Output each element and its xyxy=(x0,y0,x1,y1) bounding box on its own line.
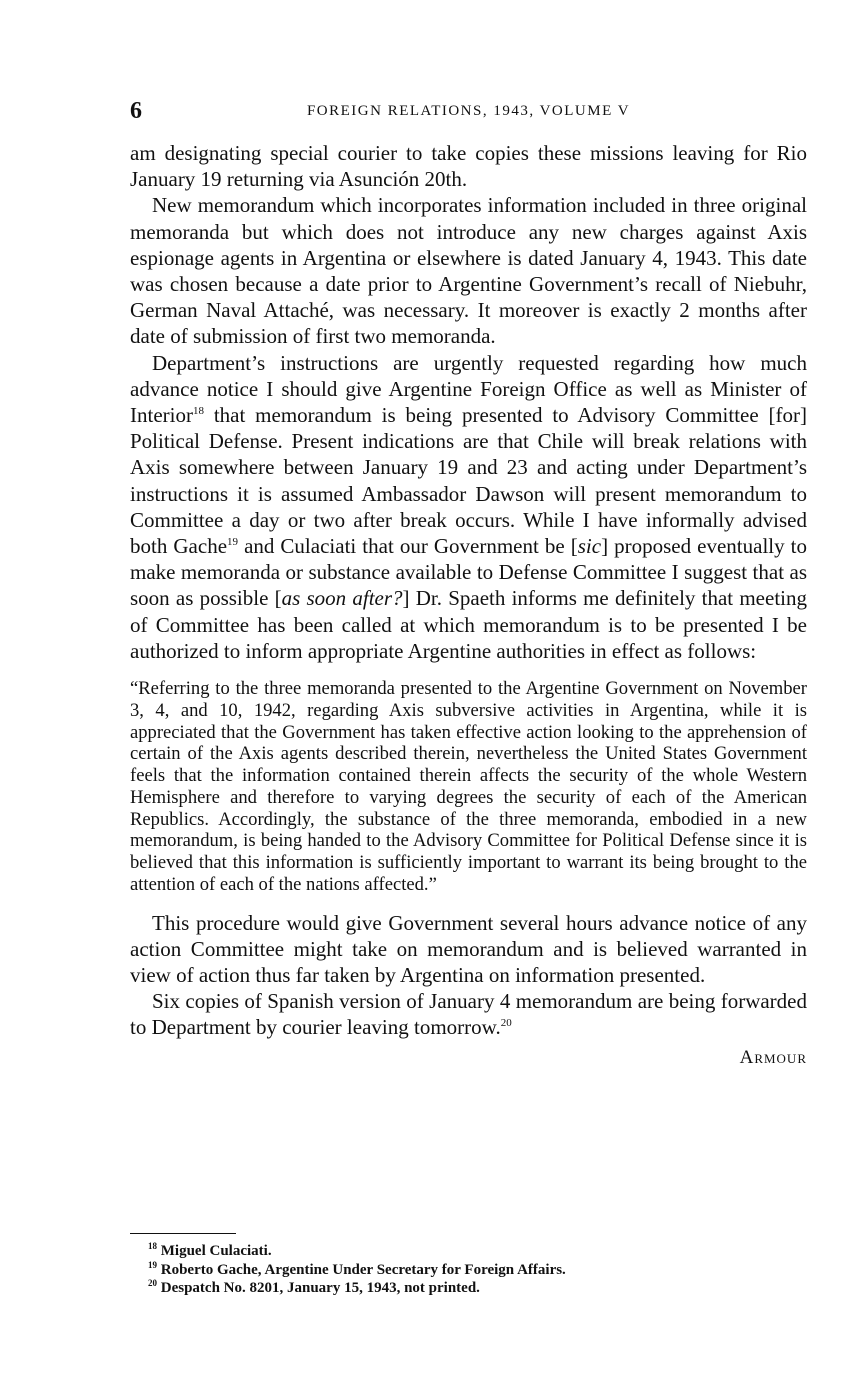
signature: Armour xyxy=(739,1046,807,1068)
page-number: 6 xyxy=(130,98,142,124)
editorial-insertion: as soon after? xyxy=(281,586,403,611)
footnote-number: 19 xyxy=(148,1259,157,1270)
running-title: FOREIGN RELATIONS, 1943, VOLUME V xyxy=(306,103,631,119)
footnote-ref-19: 19 xyxy=(227,536,239,549)
paragraph-1: am designating special courier to take copies these missions leaving for Rio January 19 returning via Asunción 20th. xyxy=(130,141,807,192)
paragraph-3-part-3: and Culaciati that our Government be [ xyxy=(238,534,578,559)
paragraph-2: New memorandum which incorporates information included in three original memoranda but which does not introduce any new charges against Axis espionage agents in Argentina or elsewhere is dated January 4, 1943. This date was chosen because a date prior to Argentine Government’s recall of Niebuhr, German Naval Attaché, was necessary. It moreover is exactly 2 months after date of submission of first two memoranda. xyxy=(130,193,807,349)
paragraph-5-text: Six copies of Spanish version of January 4 memorandum are being forwarded to Department by courier leaving tomorrow. xyxy=(130,989,807,1040)
footnote-item xyxy=(148,1242,808,1261)
page-header xyxy=(130,96,807,126)
footnote-number: 20 xyxy=(148,1278,157,1288)
footnote-number: 18 xyxy=(148,1241,157,1251)
paragraph-4: This procedure would give Government several hours advance notice of any action Committee might take on memorandum and is believed warranted in view of action thus far taken by Argentina on information presented. xyxy=(130,910,807,987)
sic-annotation: sic xyxy=(577,534,602,559)
footnote-text: Roberto Gache, Argentine Under Secretary for Foreign Affairs. xyxy=(160,1261,566,1278)
footnote-text: Miguel Culaciati. xyxy=(160,1243,272,1259)
footnote-item xyxy=(148,1261,808,1280)
body-text xyxy=(130,140,807,1071)
footnote-text: Despatch No. 8201, January 15, 1943, not printed. xyxy=(160,1280,480,1296)
footnotes xyxy=(148,1242,808,1298)
footnote-divider xyxy=(130,1233,236,1234)
paragraph-3-part-1: Department’s instructions are urgently requested regarding how much advance notice I should give Argentine Foreign Office as well as Minister of Interior xyxy=(130,350,807,428)
quoted-statement: “Referring to the three memoranda presented to the Argentine Government on November 3, 4, and 10, 1942, regarding Axis subversive activities in Argentina, while it is appreciated that the Government has taken effective action looking to the apprehension of certain of the Axis agents described therein, nevertheless the United States Government feels that the information contained therein affects the security of the whole Western Hemisphere and therefore to varying degrees the security of each of the American Republics. Accordingly, the substance of the three memoranda, embodied in a new memorandum, is being handed to the Advisory Committee for Political Defense since it is believed that this information is sufficiently important to warrant its being brought to the attention of each of the nations affected.” xyxy=(130,678,807,895)
footnote-ref-18: 18 xyxy=(192,405,204,418)
paragraph-5 xyxy=(130,988,807,1040)
paragraph-3-part-4: ] proposed eventually to make memoranda or substance available to Defense Committee I suggest that as soon as possible [ xyxy=(130,534,807,611)
paragraph-3-part-2: that memorandum is being presented to Advisory Committee [for] Political Defense. Present indications are that Chile will break relations with Axis somewhere between January 19 and 23 and acting under Department’s instructions it is assumed Ambassador Dawson will present memorandum to Committee a day or two after break occurs. While I have informally advised both Gache xyxy=(130,403,807,559)
footnote-ref-20: 20 xyxy=(500,1017,512,1030)
paragraph-3 xyxy=(130,350,807,664)
paragraph-3-part-5: ] Dr. Spaeth informs me definitely that meeting of Committee has been called at which memorandum is to be presented I be authorized to inform appropriate Argentine authorities in effect as follows: xyxy=(130,586,807,663)
footnote-item xyxy=(148,1279,808,1298)
